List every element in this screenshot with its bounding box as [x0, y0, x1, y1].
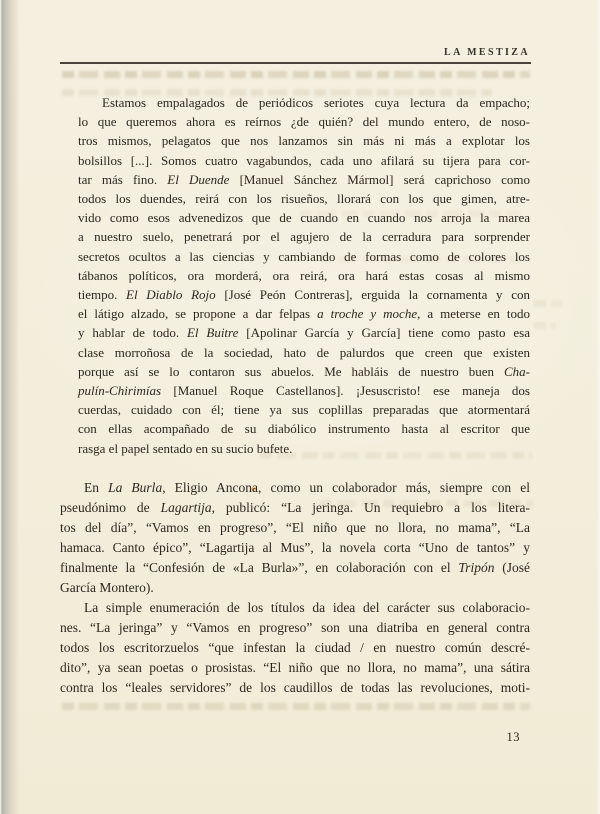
text-line: Estamos empalagados de periódicos seriotes cuya lectura da empacho; [102, 95, 530, 110]
text-line: todos los escritorzuelos “que infestan la ciudad / en nuestro común descré- [60, 640, 530, 655]
text-line: finalmente la “Confesión de «La Burla»”, en colaboración con el Tripón (José [60, 560, 530, 575]
text-line: secretos ocultos a las ciencias y cambiando de formas como de colores los [78, 248, 530, 264]
text-line: a nuestro suelo, penetrará por el agujero de la cerradura para sorprender [78, 229, 530, 245]
text-line: tros mismos, pelagatos que nos lanzamos sin más ni más a explotar los [78, 133, 530, 149]
text-line: porque así se lo contaron sus abuelos. Me habláis de nuestro buen Cha- [78, 363, 530, 379]
text-line: tos del día”, “Vamos en progreso”, “El niño que no llora, no mama”, “La [60, 520, 530, 535]
text-line: clase morroñosa de la sociedad, hato de palurdos que creen que existen [78, 344, 530, 360]
text-line: García Montero). [60, 580, 154, 595]
text-line: En La Burla, Eligio Ancona, como un colaborador más, siempre con el [84, 480, 531, 495]
text-line: tiempo. El Diablo Rojo [José Peón Contreras], erguida la cornamenta y con [78, 287, 530, 303]
blockquote-excerpt [78, 93, 530, 458]
text-line: vido como esos advenedizos que de cuando en cuando nos arroja la marea [78, 210, 530, 226]
text-line: dito”, ya sean poetas o prosistas. “El niño que no llora, no mama”, una sátira [60, 660, 530, 675]
text-line: el látigo alzado, se propone a dar felpas a troche y moche, a meterse en todo [78, 306, 530, 322]
bleed-through-line [62, 703, 530, 710]
scan-page-edge [596, 0, 600, 814]
text-line: bolsillos [...]. Somos cuatro vagabundos, cada uno afilará su tijera para cor- [78, 152, 530, 168]
bleed-through-line [534, 300, 562, 307]
header-rule [60, 62, 531, 64]
text-line: y hablar de todo. El Buitre [Apolinar García y García] tiene como pasto esa [78, 325, 530, 341]
text-line: hamaca. Canto épico”, “Lagartija al Mus”, la novela corta “Uno de tantos” y [60, 540, 530, 555]
scan-gutter-shadow [0, 0, 20, 814]
text-line: pulín-Chirimías [Manuel Roque Castellanos]. ¡Jesuscristo! ese maneja dos [78, 383, 530, 399]
text-line: contra los “leales servidores” de los caudillos de todas las revoluciones, moti- [60, 680, 530, 695]
text-line: rasga el papel sentado en su sucio bufete. [78, 440, 293, 456]
paragraph-enumeracion [60, 598, 530, 698]
text-line: nes. “La jeringa” y “Vamos en progreso” son una diatriba en general contra [60, 620, 530, 635]
page-number: 13 [506, 730, 520, 744]
text-line: todos los duendes, reirá con los risueños, llorará con los que gimen, atre- [78, 191, 530, 207]
paragraph-la-burla [60, 478, 530, 598]
text-line: La simple enumeración de los títulos da idea del carácter sus colaboracio- [84, 600, 530, 615]
bleed-through-line [534, 322, 556, 329]
text-line: pseudónimo de Lagartija, publicó: “La jeringa. Un requiebro a los litera- [60, 500, 530, 515]
running-header: LA MESTIZA [444, 47, 530, 58]
text-line: cuerdas, cuidado con él; tiene ya sus coplillas preparadas que atormentará [78, 402, 530, 418]
bleed-through-line [62, 71, 530, 78]
text-line: tábanos políticos, ora morderá, ora reirá, ora hará estas cosas al mismo [78, 267, 530, 283]
text-line: con ellas acompañado de su diabólico instrumento hasta al escritor que [78, 421, 530, 437]
text-line: lo que queremos ahora es reírnos ¿de quién? del mundo entero, de noso- [78, 114, 530, 130]
text-line: tar más fino. El Duende [Manuel Sánchez Mármol] será caprichoso como [78, 171, 531, 187]
